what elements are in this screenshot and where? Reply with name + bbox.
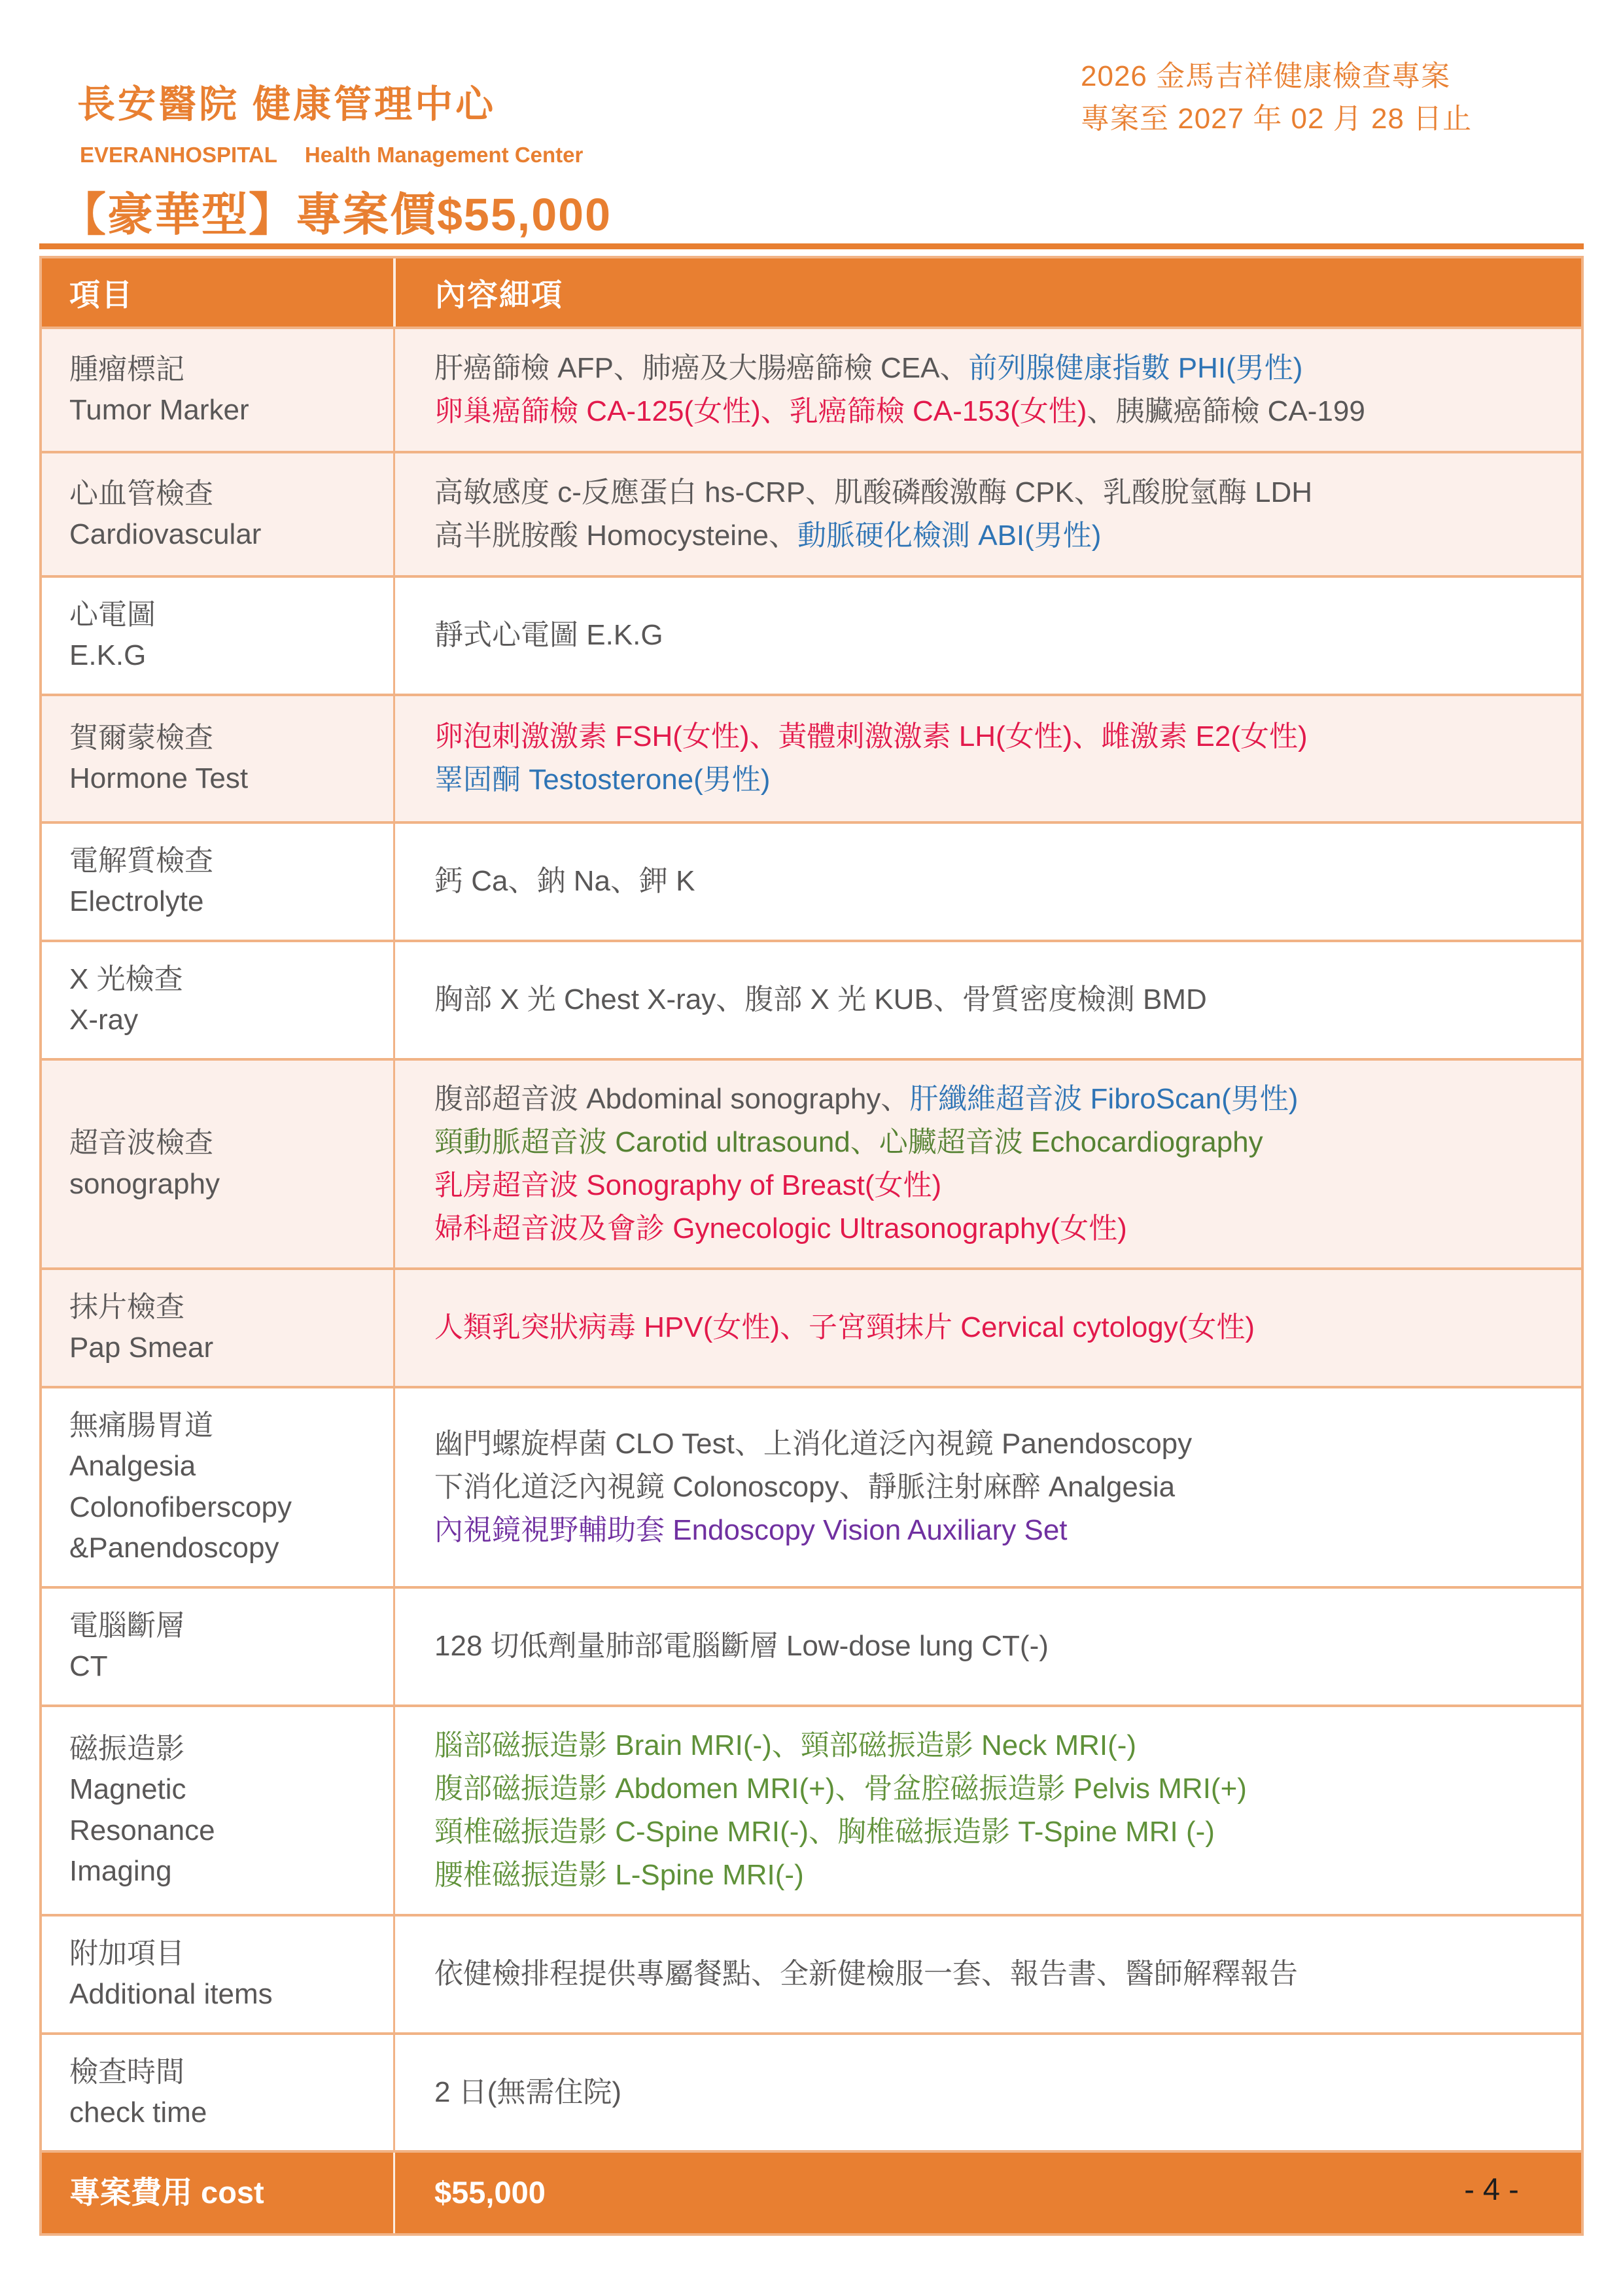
table-row-x-ray	[42, 940, 1581, 1058]
text-segment: 肝癌篩檢 AFP、肺癌及大腸癌篩檢 CEA、	[434, 352, 969, 384]
row-label	[42, 2035, 393, 2151]
text-segment: 腹部磁振造影 Abdomen MRI(+)、骨盆腔磁振造影 Pelvis MRI(+)	[434, 1772, 1247, 1805]
row-label	[42, 1589, 393, 1704]
content-line	[434, 1164, 1555, 1207]
text-segment: 高敏感度 c-反應蛋白 hs-CRP、肌酸磷酸激酶 CPK、乳酸脫氫酶 LDH	[434, 476, 1313, 508]
content-line	[434, 1422, 1555, 1466]
content-line	[434, 860, 1555, 903]
plan-title: 【豪華型】專案價$55,000	[60, 189, 612, 240]
page-number: - 4 -	[1464, 2172, 1519, 2206]
content-line	[434, 1509, 1555, 1552]
row-content	[393, 2153, 1581, 2233]
header-cell-item: 項目	[69, 277, 133, 312]
table-row-hormone-test	[42, 694, 1581, 821]
promo-line-1: 2026 金馬吉祥健康檢查專案	[1081, 60, 1451, 92]
row-label	[42, 578, 393, 694]
row-label-line: Magnetic	[69, 1773, 186, 1806]
hospital-name-en: EVERANHOSPITAL	[80, 143, 277, 167]
row-label-line: E.K.G	[69, 639, 147, 672]
content-line	[434, 1078, 1555, 1121]
content-line	[434, 1121, 1555, 1164]
table-row-cost	[42, 2150, 1581, 2233]
row-label-line: Pap Smear	[69, 1332, 214, 1364]
row-label	[42, 942, 393, 1058]
row-label-line: Imaging	[69, 1855, 172, 1888]
table-row-ct	[42, 1586, 1581, 1704]
text-segment: 頸椎磁振造影 C-Spine MRI(-)、胸椎磁振造影 T-Spine MRI (-)	[434, 1815, 1215, 1848]
row-label-line: 賀爾蒙檢查	[69, 721, 213, 754]
row-label	[42, 1388, 393, 1586]
text-segment: 下消化道泛內視鏡 Colonoscopy、靜脈注射麻醉 Analgesia	[434, 1470, 1176, 1503]
row-content	[393, 824, 1581, 940]
row-label-line: 附加項目	[69, 1937, 184, 1969]
content-line	[434, 1767, 1555, 1810]
text-segment: 腰椎磁振造影 L-Spine MRI(-)	[434, 1858, 804, 1891]
row-content	[393, 329, 1581, 451]
row-label-line: CT	[69, 1650, 108, 1683]
row-label-line: Analgesia	[69, 1450, 196, 1483]
row-label-line: check time	[69, 2096, 207, 2128]
row-content	[393, 1589, 1581, 1704]
content-line	[434, 1306, 1555, 1349]
text-segment: 卵泡刺激激素 FSH(女性)、黃體刺激激素 LH(女性)、雌激素 E2(女性)	[434, 720, 1308, 753]
content-line	[434, 514, 1555, 557]
table-row-electrolyte	[42, 821, 1581, 940]
row-label-line: sonography	[69, 1167, 220, 1200]
text-segment: $55,000	[434, 2175, 546, 2210]
text-segment: 內視鏡視野輔助套 Endoscopy Vision Auxiliary Set	[434, 1513, 1068, 1546]
row-label-line: 專案費用 cost	[69, 2175, 264, 2210]
title-divider	[39, 243, 1584, 249]
table-row-sonography	[42, 1058, 1581, 1267]
content-line	[434, 2170, 1555, 2216]
row-label-line: 電解質檢查	[69, 844, 213, 877]
content-line	[434, 715, 1555, 758]
row-label-line: Tumor Marker	[69, 394, 249, 426]
row-label-line: Colonofiberscopy	[69, 1491, 292, 1523]
row-label	[42, 1270, 393, 1386]
text-segment: 肝纖維超音波 FibroScan(男性)	[909, 1082, 1299, 1115]
text-segment: 婦科超音波及會診 Gynecologic Ultrasonography(女性)	[434, 1212, 1127, 1245]
row-content	[393, 1707, 1581, 1914]
row-label-line: Resonance	[69, 1814, 215, 1846]
row-content	[393, 453, 1581, 575]
row-label-line: &Panendoscopy	[69, 1532, 279, 1564]
table-row-mri	[42, 1704, 1581, 1914]
text-segment: 腹部超音波 Abdominal sonography、	[434, 1082, 910, 1115]
content-line	[434, 758, 1555, 802]
row-label-line: 抹片檢查	[69, 1290, 184, 1323]
row-label	[42, 1061, 393, 1267]
text-segment: 128 切低劑量肺部電腦斷層 Low-dose lung CT(-)	[434, 1630, 1049, 1663]
table-row-analgesia-endoscopy	[42, 1386, 1581, 1586]
row-content	[393, 942, 1581, 1058]
text-segment: 高半胱胺酸 Homocysteine、	[434, 520, 798, 552]
row-label	[42, 453, 393, 575]
row-label	[42, 824, 393, 940]
content-line	[434, 390, 1555, 433]
header-cell-detail: 內容細項	[393, 258, 1581, 327]
row-label-line: 電腦斷層	[69, 1609, 184, 1642]
row-label	[42, 1707, 393, 1914]
text-segment: 腦部磁振造影 Brain MRI(-)、頸部磁振造影 Neck MRI(-)	[434, 1729, 1137, 1761]
text-segment: 卵巢癌篩檢 CA-125(女性)、乳癌篩檢 CA-153(女性)	[434, 395, 1087, 427]
text-segment: 胸部 X 光 Chest X-ray、腹部 X 光 KUB、骨質密度檢測 BMD	[434, 983, 1207, 1016]
promo-line-2: 專案至 2027 年 02 月 28 日止	[1081, 103, 1473, 135]
hospital-subtitle	[80, 143, 610, 168]
row-label-line: 心血管檢查	[69, 477, 213, 510]
row-label-line: 心電圖	[69, 599, 156, 631]
row-content	[393, 2035, 1581, 2151]
hospital-name: 長安醫院 健康管理中心	[77, 83, 497, 126]
table-row-tumor-marker	[42, 327, 1581, 451]
text-segment: 2 日(無需住院)	[434, 2075, 621, 2108]
text-segment: 人類乳突狀病毒 HPV(女性)、子宮頸抹片 Cervical cytology(女性)	[434, 1311, 1255, 1344]
table-row-cardiovascular	[42, 451, 1581, 575]
row-label	[42, 329, 393, 451]
row-label-line: Cardiovascular	[69, 518, 262, 550]
text-segment: 睪固酮 Testosterone(男性)	[434, 764, 771, 796]
text-segment: 靜式心電圖 E.K.G	[434, 619, 663, 652]
row-content	[393, 1388, 1581, 1586]
row-content	[393, 1916, 1581, 2032]
table-row-ekg	[42, 575, 1581, 694]
row-label-line: X-ray	[69, 1004, 139, 1036]
content-line	[434, 1625, 1555, 1668]
promo-block	[1081, 55, 1472, 140]
content-line	[434, 347, 1555, 390]
content-line	[434, 2071, 1555, 2114]
text-segment: 頸動脈超音波 Carotid ultrasound、心臟超音波 Echocardiography	[434, 1125, 1263, 1158]
content-line	[434, 1810, 1555, 1854]
row-label-line: 腫瘤標記	[69, 353, 184, 385]
content-line	[434, 1952, 1555, 1996]
content-line	[434, 1466, 1555, 1509]
content-line	[434, 978, 1555, 1021]
text-segment: 鈣 Ca、鈉 Na、鉀 K	[434, 865, 695, 898]
row-label	[42, 2153, 393, 2233]
row-label-line: 磁振造影	[69, 1732, 184, 1765]
text-segment: 、胰臟癌篩檢 CA-199	[1087, 395, 1365, 427]
row-label-line: Electrolyte	[69, 885, 204, 918]
row-label-line: Additional items	[69, 1978, 273, 2011]
row-label-line: 檢查時間	[69, 2055, 184, 2088]
row-content	[393, 1270, 1581, 1386]
row-label-line: Hormone Test	[69, 762, 249, 795]
row-content	[393, 578, 1581, 694]
row-label-line: X 光檢查	[69, 963, 183, 995]
table-row-pap-smear	[42, 1267, 1581, 1386]
content-line	[434, 1854, 1555, 1897]
row-content	[393, 696, 1581, 821]
content-line	[434, 614, 1555, 657]
checkup-table	[39, 256, 1584, 2236]
table-header-row	[42, 258, 1581, 327]
text-segment: 前列腺健康指數 PHI(男性)	[968, 352, 1303, 384]
text-segment: 乳房超音波 Sonography of Breast(女性)	[434, 1169, 942, 1201]
content-line	[434, 471, 1555, 514]
table-row-check-time	[42, 2032, 1581, 2151]
row-label-line: 超音波檢查	[69, 1127, 213, 1159]
row-content	[393, 1061, 1581, 1267]
text-segment: 依健檢排程提供專屬餐點、全新健檢服一套、報告書、醫師解釋報告	[434, 1958, 1298, 1990]
row-label	[42, 696, 393, 821]
text-segment: 動脈硬化檢測 ABI(男性)	[797, 520, 1102, 552]
table-row-additional-items	[42, 1914, 1581, 2032]
checkup-table-body	[42, 327, 1581, 2233]
text-segment: 幽門螺旋桿菌 CLO Test、上消化道泛內視鏡 Panendoscopy	[434, 1427, 1193, 1460]
content-line	[434, 1207, 1555, 1250]
center-name-en: Health Management Center	[304, 143, 584, 167]
row-label-line: 無痛腸胃道	[69, 1409, 213, 1441]
row-label	[42, 1916, 393, 2032]
content-line	[434, 1724, 1555, 1767]
